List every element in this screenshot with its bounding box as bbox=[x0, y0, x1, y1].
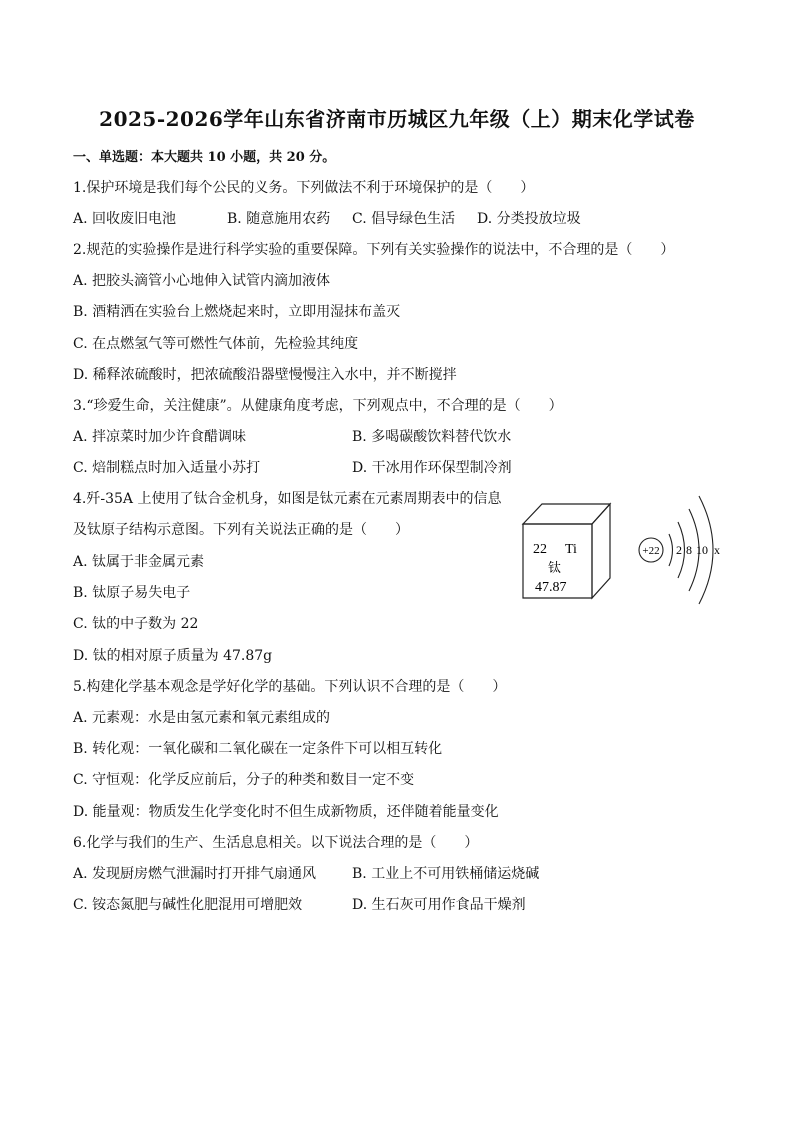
question-5-option-b: B. 转化观：一氧化碳和二氧化碳在一定条件下可以相互转化 bbox=[73, 741, 443, 757]
nuclear-charge: +22 bbox=[642, 545, 660, 557]
question-2-option-d: D. 稀释浓硫酸时，把浓硫酸沿器壁慢慢注入水中，并不断搅拌 bbox=[73, 367, 457, 383]
question-1-option-d: D. 分类投放垃圾 bbox=[477, 211, 581, 227]
titanium-figure bbox=[515, 486, 730, 611]
shell-2-electrons: 8 bbox=[686, 543, 692, 557]
question-2-option-b: B. 酒精洒在实验台上燃烧起来时，立即用湿抹布盖灭 bbox=[73, 304, 401, 320]
question-5-option-c: C. 守恒观：化学反应前后，分子的种类和数目一定不变 bbox=[73, 772, 415, 788]
question-6-stem: 6.化学与我们的生产、生活息息相关。以下说法合理的是（ ） bbox=[73, 835, 479, 851]
question-4-stem-line-1: 4.歼-35A 上使用了钛合金机身，如图是钛元素在元素周期表中的信息 bbox=[73, 491, 502, 507]
question-1-option-c: C. 倡导绿色生活 bbox=[352, 211, 456, 227]
question-4-option-b: B. 钛原子易失电子 bbox=[73, 585, 191, 601]
question-1-stem: 1.保护环境是我们每个公民的义务。下列做法不利于环境保护的是（ ） bbox=[73, 180, 535, 196]
question-6-option-a: A. 发现厨房燃气泄漏时打开排气扇通风 bbox=[73, 866, 317, 882]
question-6-option-c: C. 铵态氮肥与碱性化肥混用可增肥效 bbox=[73, 897, 303, 913]
electron-shell-arc-1 bbox=[669, 534, 673, 566]
shell-1-electrons: 2 bbox=[676, 543, 682, 557]
question-3-stem: 3.“珍爱生命，关注健康”。从健康角度考虑，下列观点中，不合理的是（ ） bbox=[73, 398, 563, 414]
question-2-option-a: A. 把胶头滴管小心地伸入试管内滴加液体 bbox=[73, 273, 331, 289]
question-6-option-b: B. 工业上不可用铁桶储运烧碱 bbox=[352, 866, 540, 882]
question-6-option-d: D. 生石灰可用作食品干燥剂 bbox=[352, 897, 526, 913]
atomic-number: 22 bbox=[533, 542, 547, 557]
question-4-option-c: C. 钛的中子数为 22 bbox=[73, 616, 199, 632]
question-4-option-a: A. 钛属于非金属元素 bbox=[73, 554, 205, 570]
question-5-stem: 5.构建化学基本观念是学好化学的基础。下列认识不合理的是（ ） bbox=[73, 679, 507, 695]
question-4-option-d: D. 钛的相对原子质量为 47.87g bbox=[73, 648, 273, 664]
question-4-stem-line-2: 及钛原子结构示意图。下列有关说法正确的是（ ） bbox=[73, 522, 409, 538]
question-3-option-c: C. 焙制糕点时加入适量小苏打 bbox=[73, 460, 261, 476]
question-1-option-a: A. 回收废旧电池 bbox=[73, 211, 177, 227]
element-symbol: Ti bbox=[565, 542, 577, 557]
question-3-option-d: D. 干冰用作环保型制冷剂 bbox=[352, 460, 512, 476]
section-heading: 一、单选题：本大题共 10 小题，共 20 分。 bbox=[73, 150, 336, 165]
question-1-option-b: B. 随意施用农药 bbox=[227, 211, 331, 227]
question-2-stem: 2.规范的实验操作是进行科学实验的重要保障。下列有关实验操作的说法中，不合理的是（ ） bbox=[73, 242, 675, 258]
element-name: 钛 bbox=[548, 561, 562, 576]
question-2-option-c: C. 在点燃氢气等可燃性气体前，先检验其纯度 bbox=[73, 336, 359, 352]
question-3-option-a: A. 拌凉菜时加少许食醋调味 bbox=[73, 429, 247, 445]
question-5-option-d: D. 能量观：物质发生化学变化时不但生成新物质，还伴随着能量变化 bbox=[73, 804, 499, 820]
question-3-option-b: B. 多喝碳酸饮料替代饮水 bbox=[352, 429, 512, 445]
atom-structure-diagram bbox=[639, 496, 720, 604]
atomic-mass: 47.87 bbox=[535, 580, 567, 595]
exam-title: 2025-2026学年山东省济南市历城区九年级（上）期末化学试卷 bbox=[99, 107, 695, 131]
shell-4-electrons: x bbox=[714, 543, 720, 557]
question-5-option-a: A. 元素观：水是由氢元素和氧元素组成的 bbox=[73, 710, 331, 726]
shell-3-electrons: 10 bbox=[696, 543, 708, 557]
